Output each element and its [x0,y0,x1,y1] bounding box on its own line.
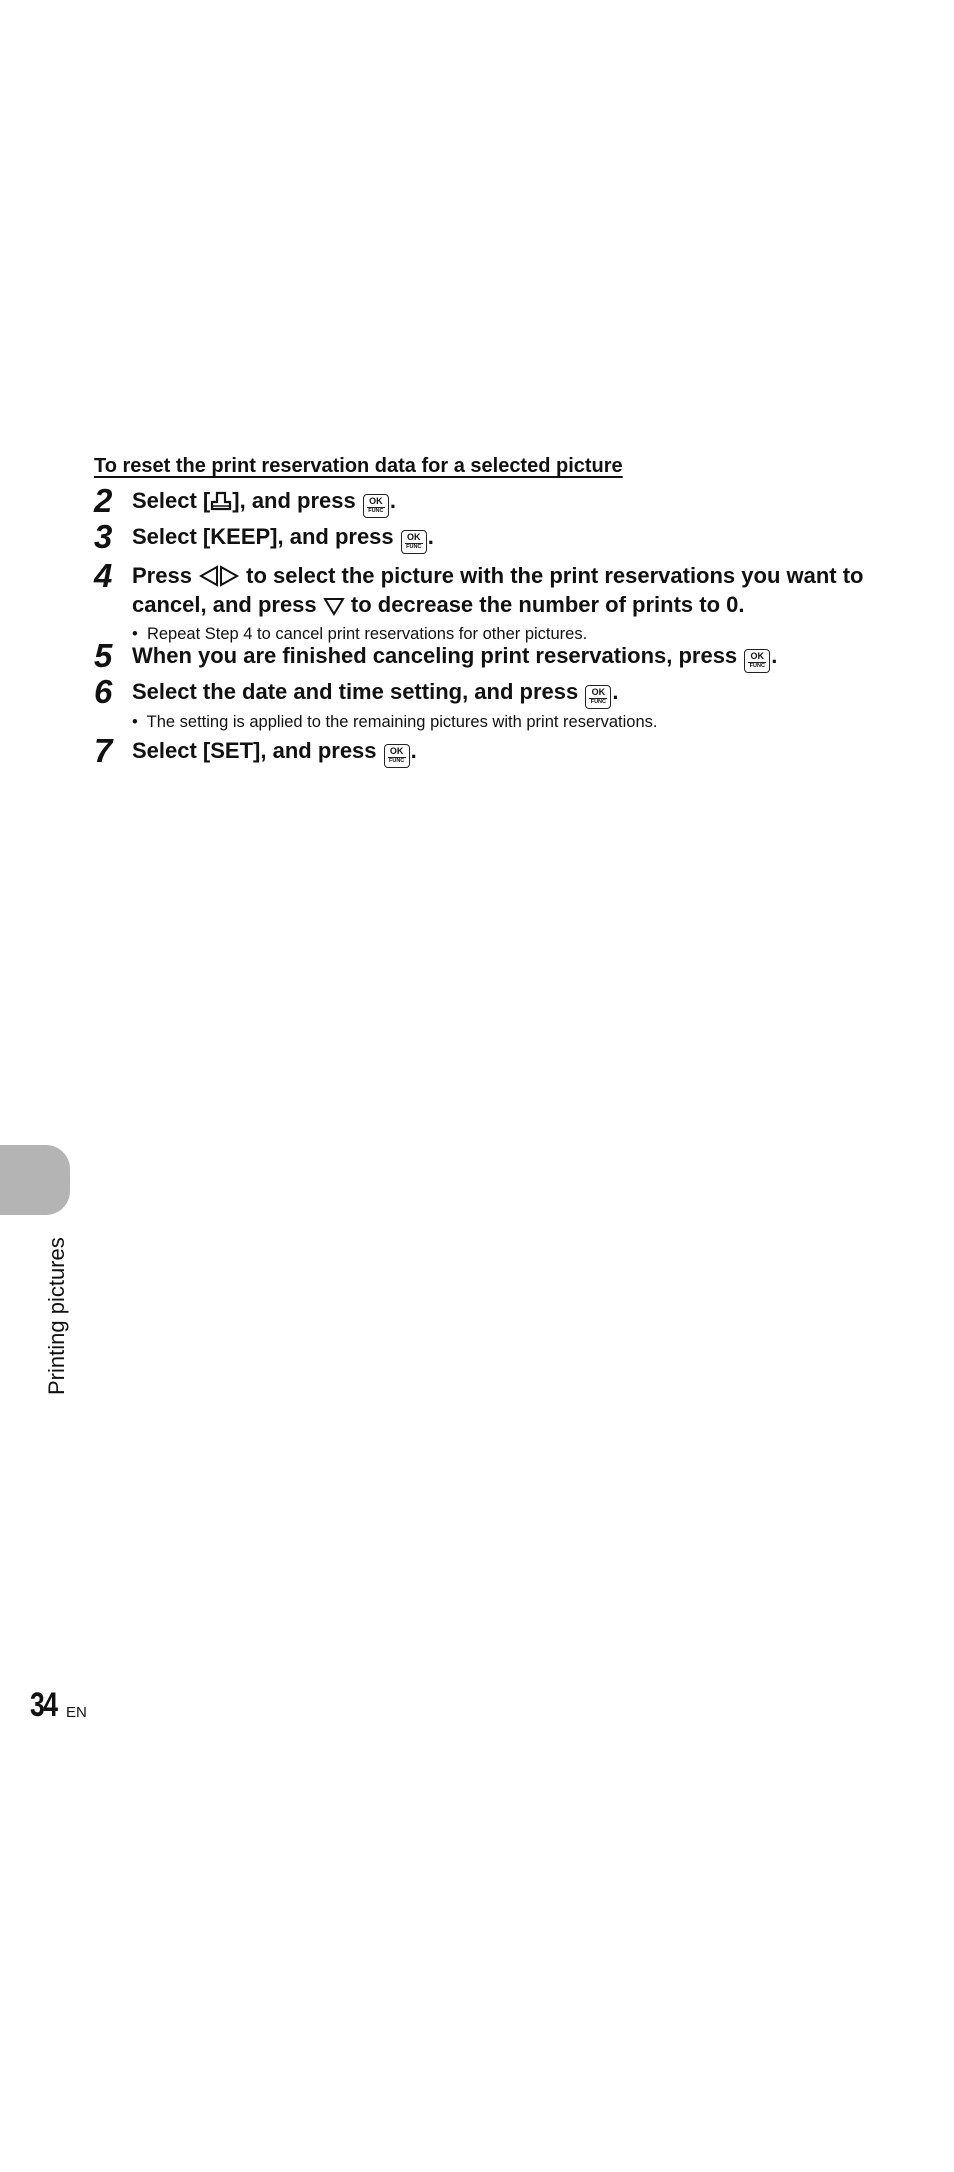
step-note: • Repeat Step 4 to cancel print reservations for other pictures. [132,625,588,643]
step-text-part: Select the date and time setting, and press [132,679,585,704]
step-text-part: Select [ [132,488,211,513]
step-number: 6 [94,673,113,710]
step-text-part: When you are finished canceling print reservations, press [132,643,744,668]
ok-func-button-icon: OK FUNC [401,530,427,554]
step-text-part: Select [SET], and press [132,738,383,763]
step-number: 2 [94,482,113,519]
step-text-part: . [771,643,778,668]
step-text-part: Press [132,563,199,588]
page-number: 34 [30,1686,57,1724]
chapter-label: Printing pictures [44,1237,69,1395]
step-number: 4 [94,557,113,594]
section-title: To reset the print reservation data for a selected picture [94,455,623,477]
step-instruction [132,679,884,709]
ok-func-button-icon: OK FUNC [744,649,770,673]
step-7 [94,732,884,769]
step-number: 7 [94,732,113,769]
step-5 [94,637,884,674]
chapter-tab [0,1145,70,1215]
ok-func-button-icon: OK FUNC [384,744,410,768]
left-right-arrows-icon [198,565,240,592]
step-instruction [132,488,884,518]
step-6 [94,673,884,732]
step-instruction [132,643,884,673]
step-number: 5 [94,637,113,674]
step-instruction [132,563,884,621]
step-instruction [132,738,884,768]
step-text-part: to select the picture with the print reservations you want to cancel, and press [132,563,864,617]
ok-func-button-icon: OK FUNC [363,494,389,518]
step-text-part: . [410,738,417,763]
print-order-icon [210,490,232,517]
step-note: • The setting is applied to the remaining pictures with print reservations. [132,713,658,731]
step-text-part: to decrease the number of prints to 0. [344,592,745,617]
step-text-part: ], and press [232,488,362,513]
step-instruction [132,524,884,554]
step-text-part: . [612,679,619,704]
ok-func-button-icon: OK FUNC [585,685,611,709]
step-number: 3 [94,518,113,555]
step-text-part: . [389,488,396,513]
step-text-part: . [427,524,434,549]
step-2 [94,482,884,519]
down-arrow-icon [323,596,345,621]
step-3 [94,518,884,555]
step-text-part: Select [KEEP], and press [132,524,400,549]
page-language: EN [66,1704,87,1721]
step-4 [94,557,884,644]
